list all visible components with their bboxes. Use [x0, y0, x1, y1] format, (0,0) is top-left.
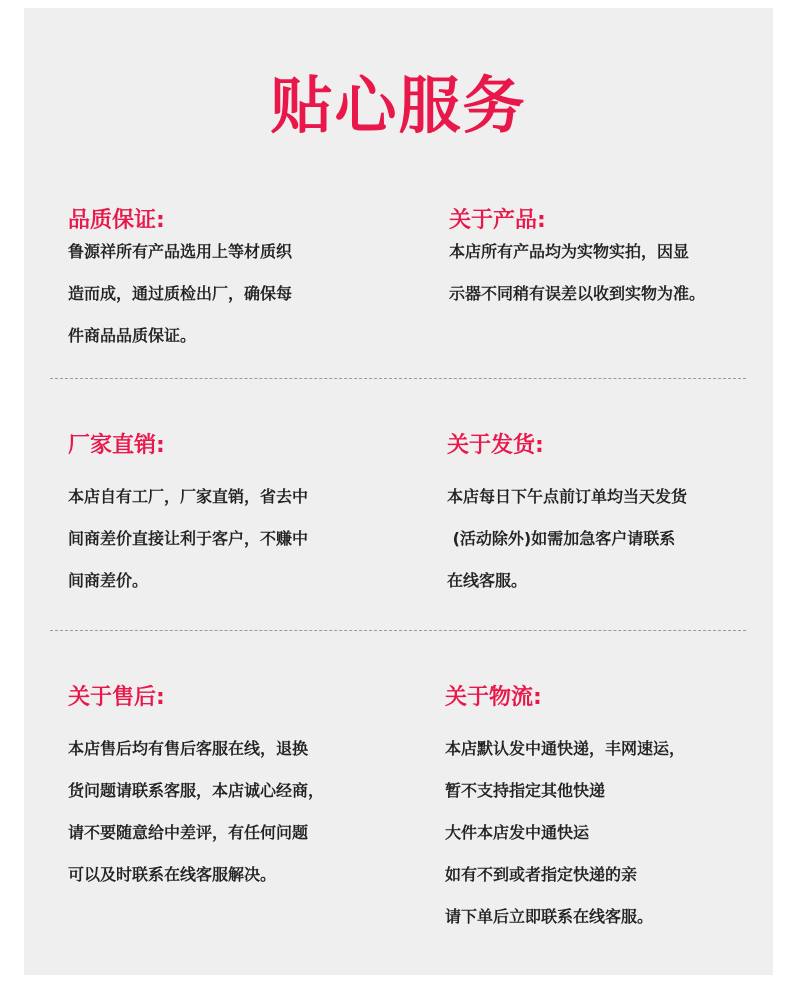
section-text-line: 在线客服。 — [447, 571, 528, 590]
section-title: 关于售后: — [68, 685, 165, 710]
section-about-logistics — [445, 683, 775, 927]
section-text-line: (活动除外)如需加急客户请联系 — [447, 529, 676, 548]
section-text-line: 造而成，通过质检出厂，确保每 — [68, 284, 293, 303]
section-text-line: 可以及时联系在线客服解决。 — [68, 865, 277, 884]
section-title: 关于产品: — [449, 208, 546, 233]
section-title: 关于物流: — [445, 685, 542, 710]
section-text-line: 如有不到或者指定快递的亲 — [445, 865, 638, 884]
section-text-line: 请下单后立即联系在线客服。 — [445, 907, 654, 926]
section-text-line: 间商差价直接让利于客户，不赚中 — [68, 529, 309, 548]
section-quality-guarantee — [68, 206, 398, 346]
section-text-line: 示器不同稍有误差以收到实物为准。 — [449, 284, 706, 303]
section-after-sales — [68, 683, 398, 885]
service-panel — [24, 8, 773, 975]
section-text-line: 暂不支持指定其他快递 — [445, 781, 606, 800]
section-text-line: 大件本店发中通快运 — [445, 823, 590, 842]
section-title: 品质保证: — [68, 208, 165, 233]
dashed-divider — [50, 630, 746, 631]
section-text-line: 货问题请联系客服，本店诚心经商， — [68, 781, 325, 800]
section-text-line: 鲁源祥所有产品选用上等材质织 — [68, 242, 293, 261]
section-text-line: 请不要随意给中差评，有任何问题 — [68, 823, 309, 842]
section-factory-direct — [68, 431, 398, 591]
section-about-shipping — [447, 431, 777, 591]
section-title: 厂家直销: — [68, 433, 165, 458]
page-title: 贴心服务 — [270, 69, 527, 142]
section-text-line: 本店默认发中通快递，丰网速运， — [445, 739, 686, 758]
section-title: 关于发货: — [447, 433, 544, 458]
section-text-line: 本店自有工厂，厂家直销，省去中 — [68, 487, 309, 506]
dashed-divider — [50, 378, 746, 379]
section-text-line: 本店售后均有售后客服在线，退换 — [68, 739, 309, 758]
section-text-line: 本店每日下午点前订单均当天发货 — [447, 487, 688, 506]
section-about-product — [449, 206, 779, 304]
section-text-line: 件商品品质保证。 — [68, 326, 197, 345]
section-text-line: 本店所有产品均为实物实拍，因显 — [449, 242, 690, 261]
section-text-line: 间商差价。 — [68, 571, 149, 590]
